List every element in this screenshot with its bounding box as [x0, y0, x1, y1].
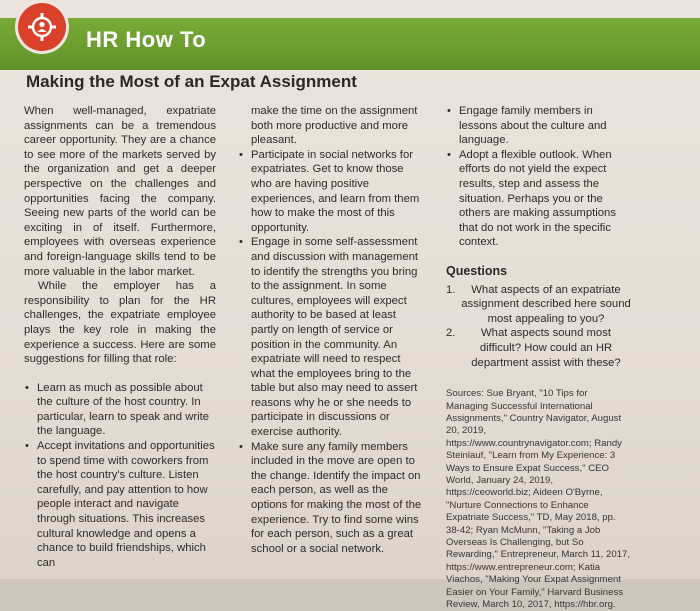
- question-number: 1.: [446, 283, 456, 296]
- list-item: • Adopt a flexible outlook. When efforts do not yield the expect results, step and assess the situation. Perhaps you or the others are making assumptions that do not work in the specific context.: [446, 148, 632, 250]
- column-2: [238, 104, 424, 556]
- hr-badge: [18, 3, 66, 51]
- suggestion-list-2: [238, 148, 424, 557]
- question-item: [446, 283, 632, 327]
- continued-text: make the time on the assignment both more productive and more pleasant.: [251, 105, 418, 147]
- column-3: [446, 104, 632, 611]
- gear-person-icon: [26, 11, 58, 43]
- question-number: 2.: [446, 327, 456, 340]
- questions-list: [446, 283, 632, 371]
- suggestion-list-1: [24, 381, 216, 571]
- questions-heading: Questions: [446, 263, 508, 278]
- list-item: • Engage family members in lessons about the culture and language.: [446, 104, 632, 148]
- list-item: • Participate in social networks for expatriates. Get to know those who are having positive experiences, and learn from them how to make the most of this opportunity.: [238, 148, 424, 236]
- question-text: What aspects sound most difficult? How could an HR department assist with these?: [471, 327, 621, 369]
- suggestion-list-3: [446, 104, 632, 250]
- column-1: [24, 104, 216, 570]
- question-item: [446, 326, 632, 370]
- list-item: • Accept invitations and opportunities to spend time with coworkers from the host country's culture. Listen carefully, and pay attention to how people interact and navigate through situations. This increases cultural knowledge and opens a chance to build friendships, which can: [24, 439, 216, 570]
- section-title: HR How To: [86, 27, 207, 52]
- article-headline: Making the Most of an Expat Assignment: [26, 72, 357, 91]
- intro-paragraph: When well-managed, expatriate assignments can be a tremendous career opportunity. They are a chance to see more of the markets served by the organization and get a deeper perspective on the challenges and opportunities facing the company. Seeing new parts of the world can be exciting in of itself. Furthermore, employees with overseas experience and foreign-language skills tend to be more valuable in the labor market.: [24, 105, 216, 278]
- question-text: What aspects of an expatriate assignment described here sound most appealing to you?: [461, 283, 631, 325]
- list-item: • Engage in some self-assessment and discussion with management to identify the strengths you bring to the assignment. In some cultures, employees will expect authority to be based at least partly on length of service or position in the community. An expatriate will need to respect what the employees bring to the table but also may need to assert reasons why he or she needs to participate in discussions or exercise authority.: [238, 235, 424, 439]
- list-item: • Learn as much as possible about the culture of the host country. In particular, learn to speak and write the language.: [24, 381, 216, 439]
- second-paragraph: While the employer has a responsibility to plan for the HR challenges, the expatriate employee plays the key role in making the experience a success. Here are some suggestions for filling that role:: [24, 280, 216, 366]
- sources-citation: Sources: Sue Bryant, "10 Tips for Managing Successful International Assignments," Country Navigator, August 20, 2019, https://www.countrynavigator.com; Randy Steinlauf, "Learn from My Experience: 3 Ways to Ensure Expat Success," CEO World, January 24, 2019, https://ceoworld.biz; Aideen O'Byrne, "Nurture Connections to Enhance Expatriate Success," TD, May 2018, pp. 38-42; Ryan McMunn, "Taking a Job Overseas Is Challenging, but So Rewarding," Entrepreneur, March 11, 2017, https://www.entrepreneur.com; Katia Viachos, "Making Your Expat Assignment Easier on Your Family," Harvard Business Review, March 10, 2017, https://hbr.org.: [446, 388, 631, 610]
- list-item: • Make sure any family members included in the move are open to the change. Identify the impact on each person, as well as the options for making the most of the experience. Try to find some wins for each person, such as a great school or a social network.: [238, 440, 424, 557]
